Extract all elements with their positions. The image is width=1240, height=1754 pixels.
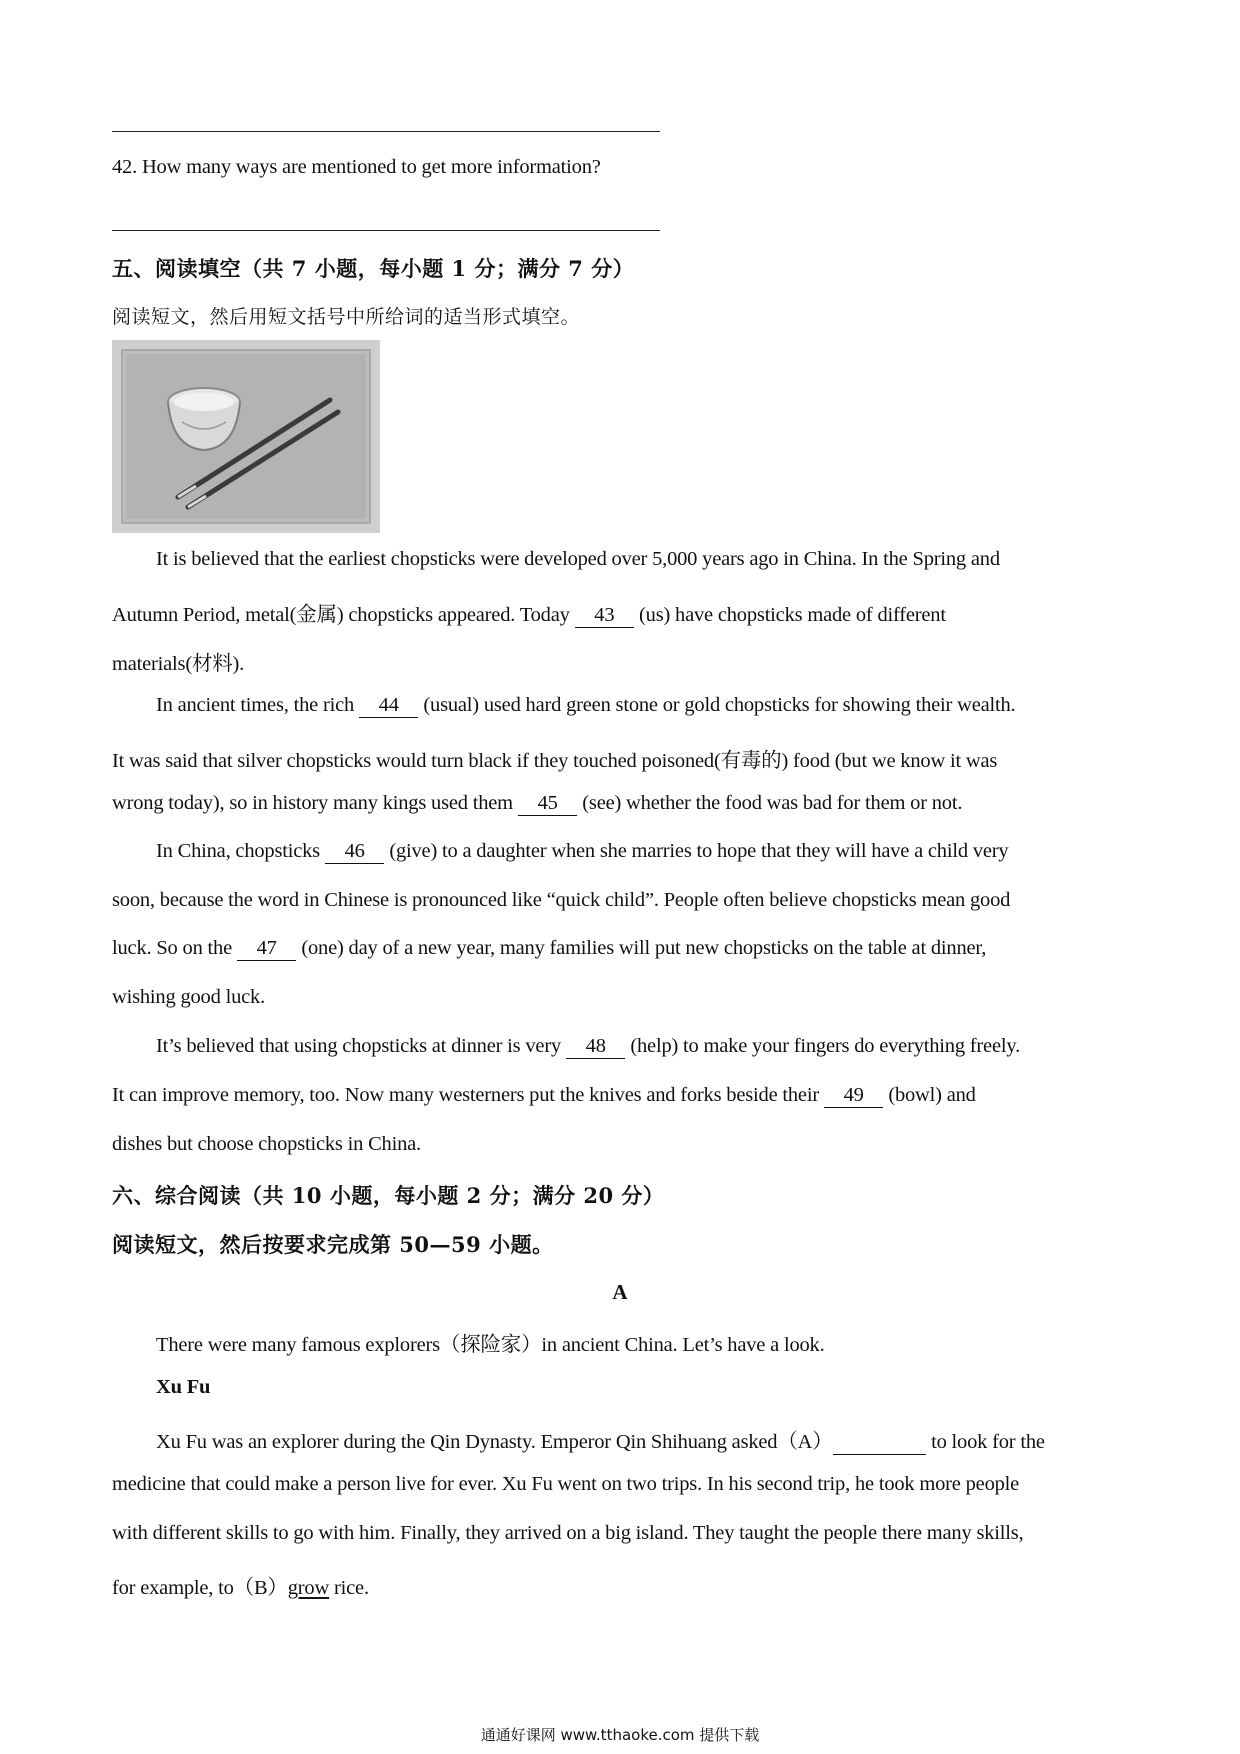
para1-line2-text-a: Autumn Period, metal(金属) chopsticks appeared. Today	[112, 604, 575, 626]
xu-fu-line4-text-a: for example, to（B）	[112, 1577, 288, 1599]
answer-line-41[interactable]	[112, 131, 660, 132]
para3-line1-text-a: In China, chopsticks	[156, 840, 325, 862]
blank-48[interactable]	[566, 1035, 626, 1059]
blank-43-number: 43	[594, 604, 615, 626]
xu-fu-line2: medicine that could make a person live for ever. Xu Fu went on two trips. In his second trip, he took more people	[112, 1473, 1020, 1495]
section-6-heading: 六、综合阅读（共 10 小题，每小题 2 分；满分 20 分）	[112, 1183, 665, 1208]
para3-line3	[112, 937, 986, 961]
para3-line1-text-b: (give) to a daughter when she marries to hope that they will have a child very	[384, 840, 1009, 862]
blank-a[interactable]	[833, 1431, 927, 1455]
blank-47[interactable]	[237, 937, 297, 961]
blank-46-number: 46	[344, 840, 365, 862]
para4-line3: dishes but choose chopsticks in China.	[112, 1133, 421, 1155]
para3-line4: wishing good luck.	[112, 986, 265, 1008]
xu-fu-line1-text-b: to look for the	[926, 1431, 1045, 1453]
page-footer: 通通好课网 www.tthaoke.com 提供下载	[480, 1726, 760, 1744]
xu-fu-line4	[112, 1570, 369, 1600]
para2-line3-text-a: wrong today), so in history many kings used them	[112, 792, 518, 814]
para2-line3	[112, 792, 962, 816]
blank-48-number: 48	[585, 1035, 606, 1057]
blank-45[interactable]	[518, 792, 578, 816]
blank-47-number: 47	[256, 937, 277, 959]
para2-line3-text-b: (see) whether the food was bad for them or not.	[577, 792, 963, 814]
para3-line1	[156, 840, 1008, 864]
xu-fu-subheading: Xu Fu	[156, 1376, 211, 1398]
section-5-heading: 五、阅读填空（共 7 小题，每小题 1 分；满分 7 分）	[112, 256, 635, 281]
bowl-and-chopsticks-image	[112, 340, 380, 533]
blank-44[interactable]	[359, 694, 419, 718]
para1-line3: materials(材料).	[112, 653, 245, 675]
blank-44-number: 44	[378, 694, 399, 716]
para4-line1-text-b: (help) to make your fingers do everything freely.	[625, 1035, 1020, 1057]
section-6-instruction: 阅读短文，然后按要求完成第 50—59 小题。	[112, 1232, 554, 1257]
xu-fu-line1	[156, 1424, 1045, 1455]
question-42: 42. How many ways are mentioned to get more information?	[112, 156, 601, 178]
para1-line2	[112, 597, 946, 628]
para2-line1-text-b: (usual) used hard green stone or gold chopsticks for showing their wealth.	[418, 694, 1016, 716]
part-a-intro: There were many famous explorers（探险家）in ancient China. Let’s have a look.	[156, 1334, 825, 1356]
para3-line3-text-a: luck. So on the	[112, 937, 237, 959]
blank-46[interactable]	[325, 840, 385, 864]
para4-line2-text-b: (bowl) and	[883, 1084, 976, 1106]
para1-line1: It is believed that the earliest chopsticks were developed over 5,000 years ago in China. In the Spring and	[156, 548, 1000, 570]
answer-line-42[interactable]	[112, 230, 660, 231]
para4-line2	[112, 1084, 976, 1108]
blank-45-number: 45	[537, 792, 558, 814]
chopsticks-illustration-icon	[112, 340, 380, 533]
para2-line1	[156, 694, 1015, 718]
para2-line1-text-a: In ancient times, the rich	[156, 694, 359, 716]
para2-line2: It was said that silver chopsticks would turn black if they touched poisoned(有毒的) food (but we know it was	[112, 750, 998, 772]
xu-fu-line4-text-b: rice.	[329, 1577, 369, 1599]
para3-line2: soon, because the word in Chinese is pronounced like “quick child”. People often believe chopsticks mean good	[112, 889, 1011, 911]
underlined-word-grow: grow	[287, 1577, 330, 1599]
xu-fu-line3: with different skills to go with him. Finally, they arrived on a big island. They taught the people there many skills,	[112, 1522, 1024, 1544]
para4-line1-text-a: It’s believed that using chopsticks at dinner is very	[156, 1035, 566, 1057]
para4-line1	[156, 1035, 1020, 1059]
para1-line2-text-b: (us) have chopsticks made of different	[634, 604, 946, 626]
para4-line2-text-a: It can improve memory, too. Now many westerners put the knives and forks beside their	[112, 1084, 824, 1106]
part-a-title: A	[612, 1280, 628, 1304]
blank-49-number: 49	[843, 1084, 864, 1106]
section-5-instruction: 阅读短文，然后用短文括号中所给词的适当形式填空。	[112, 306, 581, 328]
blank-49[interactable]	[824, 1084, 884, 1108]
blank-43[interactable]	[575, 604, 635, 628]
xu-fu-line1-text-a: Xu Fu was an explorer during the Qin Dynasty. Emperor Qin Shihuang asked（A）	[156, 1431, 833, 1453]
para3-line3-text-b: (one) day of a new year, many families will put new chopsticks on the table at dinner,	[296, 937, 987, 959]
